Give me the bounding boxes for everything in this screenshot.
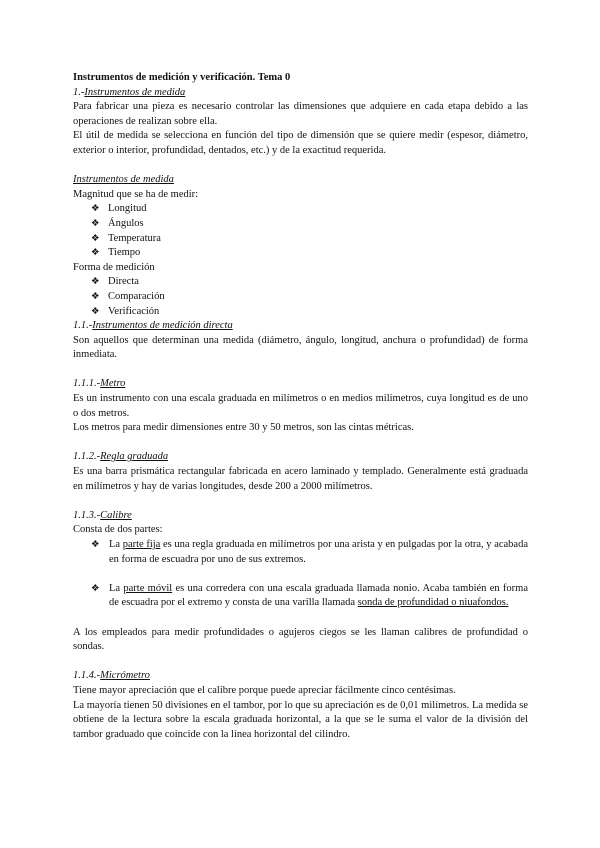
magnitudes-list — [73, 202, 528, 260]
formas-list — [73, 275, 528, 319]
calibre-intro: Consta de dos partes: — [73, 524, 163, 536]
section-1-heading — [73, 86, 528, 101]
section-regla-heading: 1.1.2.-Regla graduada — [73, 451, 169, 463]
list-item: ❖ Directa — [91, 275, 528, 290]
list-item: ❖ La parte móvil es una corredera con una escala graduada llamada nonio. Acaba también en forma de escuadra por el extremo y consta de una varilla llamada sonda de profundidad o niuafondos. — [91, 582, 528, 609]
section-calibre-heading: 1.1.3.-Calibre — [73, 509, 132, 521]
diamond-star-icon: ❖ — [91, 539, 100, 550]
diamond-star-icon: ❖ — [91, 305, 100, 317]
magnitud-label: Magnitud que se ha de medir: — [73, 188, 199, 200]
paragraph: Es una barra prismática rectangular fabricada en acero laminado y templado. Generalmente está graduada en milímetros y hay de varias longitudes, desde 200 a 2000 milímetros. — [73, 466, 528, 492]
list-item: ❖ Longitud — [91, 202, 528, 217]
calibre-parts-list — [73, 538, 528, 611]
list-item: ❖ Verificación — [91, 305, 528, 320]
paragraph: A los empleados para medir profundidades o agujeros ciegos se les llaman calibres de profundidad o sondas. — [73, 626, 528, 653]
subheading-instrumentos: Instrumentos de medida — [73, 174, 174, 186]
forma-label: Forma de medición — [73, 261, 155, 273]
section-title: Instrumentos de medida — [84, 86, 186, 98]
section-metro-heading: 1.1.1.-Metro — [73, 378, 126, 390]
diamond-star-icon: ❖ — [91, 290, 100, 302]
section-micrometro-heading: 1.1.4.-Micrómetro — [73, 670, 150, 682]
diamond-star-icon: ❖ — [91, 217, 100, 229]
diamond-star-icon: ❖ — [91, 276, 100, 288]
paragraph: Para fabricar una pieza es necesario controlar las dimensiones que adquiere en cada etapa debido a las operaciones de realizan sobre ella. — [73, 101, 528, 127]
list-item: ❖ La parte fija es una regla graduada en milímetros por una arista y en pulgadas por la otra, y acabada en forma de escuadra por uno de sus extremos. — [91, 539, 528, 565]
section-1-1-heading: 1.1.-Instrumentos de medición directa — [73, 320, 233, 332]
paragraph: La mayoría tienen 50 divisiones en el tambor, por lo que su apreciación es de 0,01 milímetros. La medida se obtiene de la lectura sobre la escala graduada horizontal, a la que se le suma el valor de la división del tambor graduado que coincide con la línea horizontal del cilindro. — [73, 699, 528, 740]
paragraph: Son aquellos que determinan una medida (diámetro, ángulo, longitud, anchura o profundidad) de forma inmediata. — [73, 334, 528, 361]
diamond-star-icon: ❖ — [91, 203, 100, 215]
list-item: ❖ Ángulos — [91, 217, 528, 232]
paragraph: Es un instrumento con una escala graduada en milímetros o en medios milímetros, cuya longitud es de uno o dos metros. — [73, 393, 528, 419]
paragraph: El útil de medida se selecciona en función del tipo de dimensión que se quiere medir (espesor, diámetro, exterior o interior, profundidad, dentados, etc.) y de la exactitud requerida. — [73, 130, 528, 156]
section-number: 1.- — [73, 86, 85, 98]
list-item: ❖ Tiempo — [91, 246, 528, 261]
paragraph: Tiene mayor apreciación que el calibre porque puede apreciar fácilmente cinco centésimas. — [73, 684, 456, 696]
document-title: Instrumentos de medición y verificación. Tema 0 — [73, 72, 291, 83]
diamond-star-icon: ❖ — [91, 247, 100, 259]
diamond-star-icon: ❖ — [91, 232, 100, 244]
list-item: ❖ Comparación — [91, 290, 528, 305]
paragraph: Los metros para medir dimensiones entre 30 y 50 metros, son las cintas métricas. — [73, 422, 414, 434]
diamond-star-icon: ❖ — [91, 582, 100, 594]
list-item: ❖ Temperatura — [91, 232, 528, 247]
